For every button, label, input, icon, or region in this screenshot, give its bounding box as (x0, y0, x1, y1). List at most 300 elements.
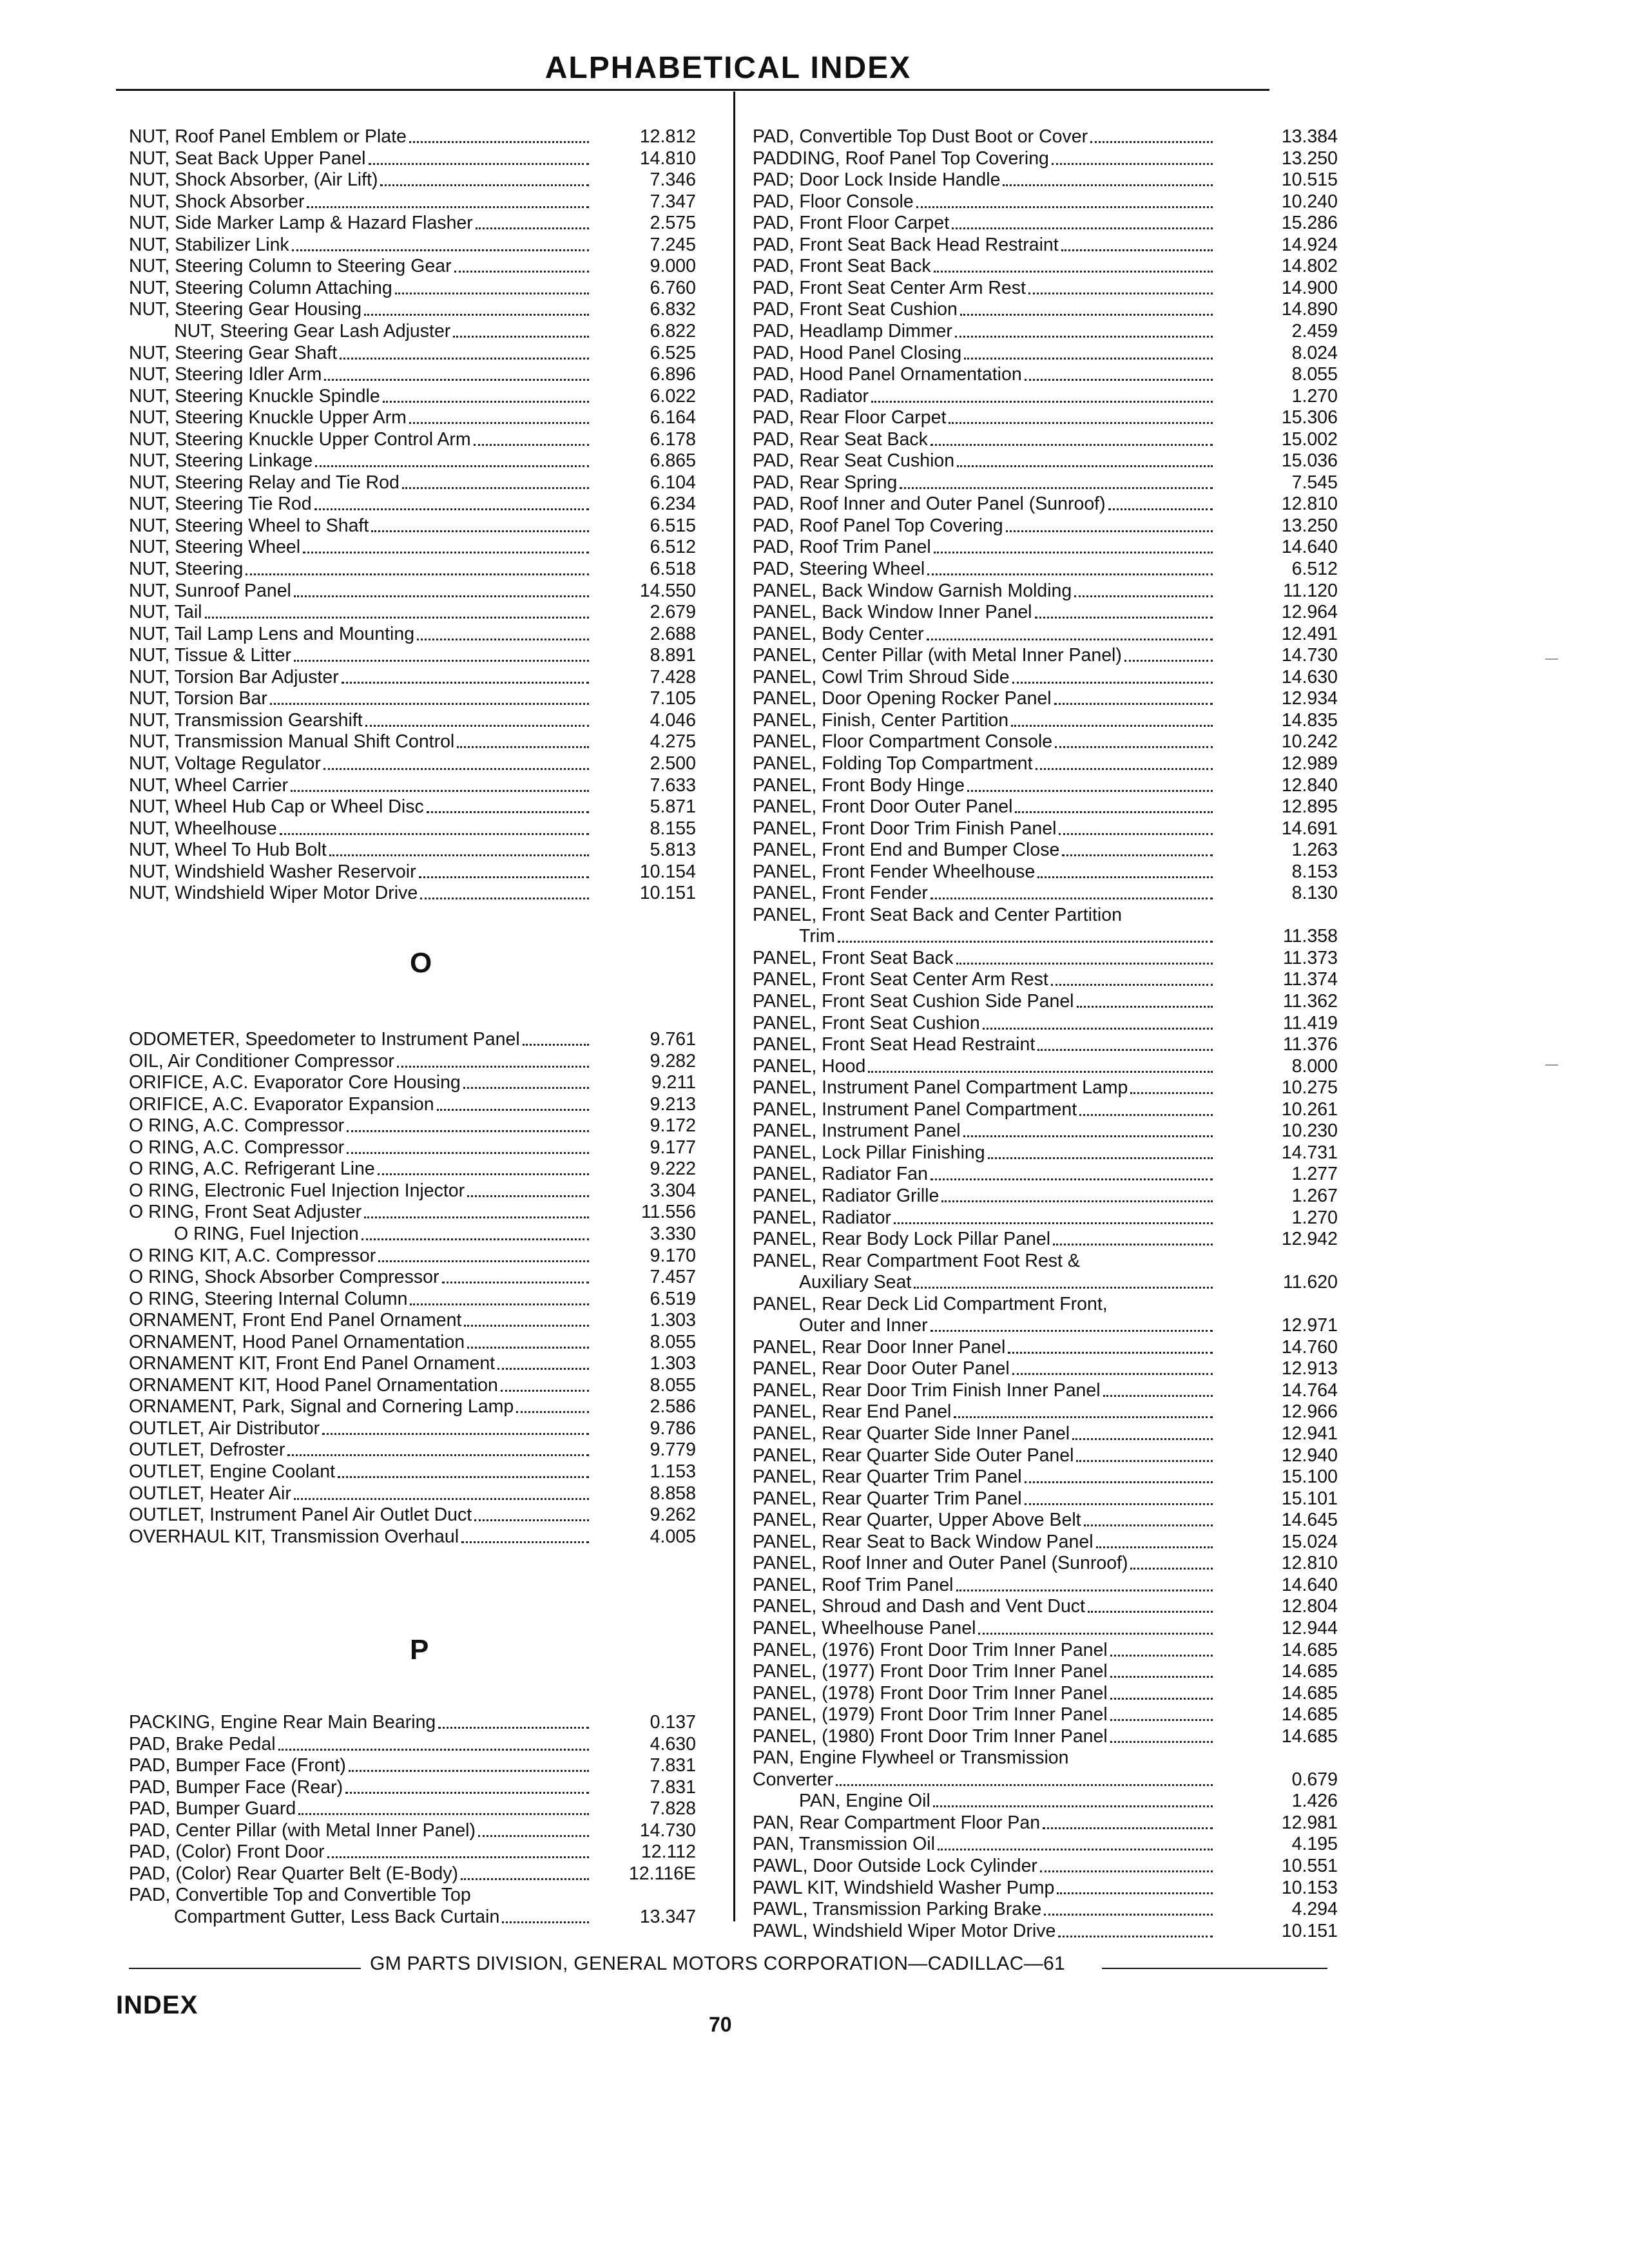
index-entry (753, 601, 1338, 623)
index-entry (129, 1309, 696, 1331)
dot-leader (938, 1849, 1213, 1850)
entry-label: PANEL, Front Door Trim Finish Panel (753, 818, 1057, 839)
dot-leader (457, 746, 589, 748)
entry-label: NUT, Steering Idler Arm (129, 364, 322, 385)
dot-leader (420, 898, 589, 899)
index-entry (753, 1877, 1338, 1899)
entry-page-ref: 1.426 (1291, 1791, 1338, 1812)
index-entry (129, 428, 696, 450)
entry-page-ref: 7.428 (650, 666, 696, 687)
index-entry (753, 796, 1338, 818)
index-entry (129, 1418, 696, 1439)
index-entry (129, 1884, 696, 1906)
title-rule (116, 89, 1269, 91)
entry-label: PANEL, Rear Seat to Back Window Panel (753, 1531, 1094, 1552)
dot-leader (1108, 508, 1213, 510)
dot-leader (978, 1633, 1213, 1635)
dot-leader (438, 1727, 589, 1729)
entry-label: O RING, A.C. Refrigerant Line (129, 1158, 375, 1180)
entry-page-ref: 12.971 (1281, 1315, 1338, 1336)
entry-label: PACKING, Engine Rear Main Bearing (129, 1712, 436, 1733)
index-entry (753, 407, 1338, 428)
dot-leader (364, 1216, 589, 1218)
entry-label: PAD, Hood Panel Closing (753, 342, 962, 363)
index-entry (129, 623, 696, 645)
entry-label: PANEL, Back Window Garnish Molding (753, 580, 1072, 601)
index-entry (129, 407, 696, 428)
entry-page-ref: 7.831 (650, 1776, 696, 1798)
dot-leader (454, 271, 589, 273)
dot-leader (1025, 1481, 1213, 1483)
dot-leader (329, 854, 589, 856)
index-entry (129, 774, 696, 796)
entry-page-ref: 7.633 (650, 774, 696, 796)
entry-label: NUT, Seat Back Upper Panel (129, 148, 366, 169)
entry-label: PAD, Roof Trim Panel (753, 537, 931, 558)
index-entry (753, 968, 1338, 990)
dot-leader (314, 508, 589, 510)
dot-leader (307, 206, 589, 208)
dot-leader (523, 1044, 589, 1046)
index-entry (753, 255, 1338, 277)
entry-label: NUT, Wheel To Hub Bolt (129, 840, 327, 861)
entry-page-ref: 14.640 (1281, 537, 1338, 558)
dot-leader (1054, 703, 1213, 705)
entry-label: NUT, Roof Panel Emblem or Plate (129, 126, 407, 147)
entry-label: ORIFICE, A.C. Evaporator Core Housing (129, 1072, 461, 1093)
entry-page-ref: 14.630 (1281, 666, 1338, 687)
entry-page-ref: 1.270 (1291, 1207, 1338, 1228)
entry-label: PANEL, Front Door Outer Panel (753, 796, 1013, 818)
dot-leader (1059, 833, 1213, 835)
index-entry (129, 1863, 696, 1885)
entry-label: PANEL, Rear Door Inner Panel (753, 1336, 1006, 1358)
index-entry (129, 1137, 696, 1158)
page-title: ALPHABETICAL INDEX (545, 51, 912, 85)
index-entry (129, 1115, 696, 1137)
dot-leader (927, 573, 1213, 575)
entry-label: PANEL, Front Seat Cushion (753, 1012, 980, 1033)
entry-page-ref: 12.116E (628, 1863, 696, 1884)
dot-leader (1006, 530, 1213, 532)
dot-leader (871, 401, 1213, 403)
index-entry (129, 1439, 696, 1461)
entry-label: PANEL, Lock Pillar Finishing (753, 1142, 985, 1163)
dot-leader (497, 1368, 589, 1370)
entry-label: NUT, Side Marker Lamp & Hazard Flasher (129, 213, 473, 234)
index-entry (129, 796, 696, 818)
entry-label: PANEL, Front Body Hinge (753, 774, 965, 796)
index-entry (129, 1331, 696, 1353)
dot-leader (294, 660, 589, 662)
index-entry (753, 1639, 1338, 1661)
entry-label: PANEL, Cowl Trim Shroud Side (753, 666, 1010, 687)
dot-leader (1074, 595, 1213, 597)
entry-label: PAD, (Color) Front Door (129, 1841, 325, 1863)
entry-page-ref: 7.457 (650, 1267, 696, 1288)
index-label: INDEX (116, 1991, 198, 2019)
entry-page-ref: 10.242 (1281, 731, 1338, 753)
dot-leader (502, 1921, 589, 1923)
dot-leader (934, 271, 1213, 273)
dot-leader (1110, 1719, 1213, 1721)
index-entry (753, 536, 1338, 558)
index-entry (129, 255, 696, 277)
dot-leader (474, 1519, 589, 1521)
index-entry (753, 1660, 1338, 1682)
index-entry (129, 839, 696, 861)
dot-leader (963, 1135, 1213, 1137)
index-entry (129, 1733, 696, 1755)
entry-page-ref: 4.046 (650, 709, 696, 731)
entry-label: PANEL, Rear Quarter Trim Panel (753, 1488, 1022, 1509)
dot-leader (303, 552, 589, 553)
dot-leader (1053, 1244, 1213, 1245)
dot-leader (967, 790, 1213, 792)
entry-label: NUT, Steering Column to Steering Gear (129, 256, 452, 277)
index-entry (753, 1812, 1338, 1834)
entry-page-ref: 8.130 (1291, 883, 1338, 904)
section-heading-o: O (410, 947, 432, 979)
entry-label: PANEL, Door Opening Rocker Panel (753, 688, 1052, 709)
entry-page-ref: 10.515 (1281, 169, 1338, 191)
entry-page-ref: 10.261 (1281, 1099, 1338, 1120)
dot-leader (467, 1347, 589, 1349)
entry-page-ref: 14.760 (1281, 1336, 1338, 1358)
index-entry (129, 1028, 696, 1050)
entry-label: PANEL, Radiator Grille (753, 1185, 940, 1206)
entry-label: PANEL, Rear Deck Lid Compartment Front, (753, 1293, 1108, 1314)
entry-page-ref: 10.151 (1281, 1920, 1338, 1941)
entry-page-ref: 10.240 (1281, 191, 1338, 212)
entry-label: NUT, Torsion Bar Adjuster (129, 666, 339, 687)
index-entry (753, 861, 1338, 883)
entry-label: PAD, Front Floor Carpet (753, 213, 950, 234)
index-entry (129, 580, 696, 602)
entry-label: PANEL, Front End and Bumper Close (753, 840, 1060, 861)
dot-leader (1076, 1460, 1213, 1462)
index-entry (129, 1180, 696, 1202)
entry-label: NUT, Steering Linkage (129, 450, 313, 472)
index-entry (129, 731, 696, 753)
entry-label: OUTLET, Engine Coolant (129, 1461, 335, 1482)
index-entry (129, 1050, 696, 1072)
entry-page-ref: 14.645 (1281, 1510, 1338, 1531)
entry-page-ref: 8.153 (1291, 861, 1338, 882)
entry-label: NUT, Tissue & Litter (129, 645, 291, 666)
index-entry (129, 191, 696, 213)
dot-leader (1077, 1006, 1213, 1008)
dot-leader (988, 1157, 1213, 1159)
entry-page-ref: 8.024 (1291, 342, 1338, 363)
entry-page-ref: 13.384 (1281, 126, 1338, 147)
dot-leader (342, 682, 589, 684)
entry-page-ref: 12.940 (1281, 1445, 1338, 1466)
entry-label: PANEL, Rear End Panel (753, 1401, 952, 1423)
entry-label: PANEL, Rear Body Lock Pillar Panel (753, 1229, 1051, 1250)
index-entry (753, 450, 1338, 472)
dot-leader (916, 206, 1213, 208)
entry-page-ref: 11.556 (641, 1202, 696, 1223)
index-entry (753, 320, 1338, 342)
entry-page-ref: 14.835 (1281, 709, 1338, 731)
entry-page-ref: 14.730 (1281, 645, 1338, 666)
index-entry (753, 1488, 1338, 1510)
entry-page-ref: 14.731 (1281, 1142, 1338, 1163)
dot-leader (409, 141, 589, 143)
dot-leader (1036, 768, 1213, 770)
index-entry (753, 493, 1338, 515)
footer-text: GM PARTS DIVISION, GENERAL MOTORS CORPORATION—CADILLAC—61 (370, 1953, 1065, 1974)
entry-page-ref: 2.459 (1291, 320, 1338, 341)
dot-leader (930, 1178, 1213, 1180)
entry-page-ref: 6.512 (650, 537, 696, 558)
entry-label: NUT, Shock Absorber (129, 191, 305, 212)
entry-label: PAD, Bumper Face (Front) (129, 1755, 346, 1776)
index-entry (129, 818, 696, 840)
dot-leader (378, 1173, 589, 1175)
entry-label: NUT, Steering Wheel (129, 537, 301, 558)
entry-label: ORNAMENT KIT, Front End Panel Ornament (129, 1353, 496, 1374)
dot-leader (501, 1390, 589, 1392)
entry-page-ref: 5.813 (650, 840, 696, 861)
entry-page-ref: 15.306 (1281, 407, 1338, 428)
entry-page-ref: 9.211 (651, 1072, 696, 1093)
entry-label: O RING, Shock Absorber Compressor (129, 1267, 439, 1288)
column-divider (733, 91, 735, 1921)
entry-label: PANEL, Rear Quarter Trim Panel (753, 1466, 1022, 1488)
entry-label: PANEL, Instrument Panel (753, 1120, 961, 1142)
index-entry (129, 558, 696, 580)
index-entry (753, 1314, 1338, 1336)
entry-label: NUT, Wheel Hub Cap or Wheel Disc (129, 796, 424, 818)
entry-label: PAD, Convertible Top Dust Boot or Cover (753, 126, 1088, 147)
entry-label: PAD, Convertible Top and Convertible Top (129, 1885, 471, 1906)
entry-label: OIL, Air Conditioner Compressor (129, 1050, 394, 1072)
entry-label: PANEL, Wheelhouse Panel (753, 1617, 976, 1639)
index-entry (129, 1072, 696, 1093)
dot-leader (1084, 1524, 1213, 1526)
dot-leader (349, 1770, 589, 1772)
entry-page-ref: 12.944 (1281, 1617, 1338, 1639)
dot-leader (941, 1200, 1213, 1202)
index-entry (129, 1820, 696, 1841)
entry-page-ref: 2.575 (650, 213, 696, 234)
entry-label: PANEL, Front Fender (753, 883, 928, 904)
dot-leader (467, 1195, 589, 1197)
dot-leader (836, 1784, 1213, 1786)
index-entry (129, 1374, 696, 1396)
dot-leader (955, 336, 1213, 338)
entry-label: PANEL, Rear Door Outer Panel (753, 1358, 1010, 1379)
index-entry (129, 644, 696, 666)
dot-leader (1043, 1827, 1213, 1829)
entry-label: NUT, Wheel Carrier (129, 774, 289, 796)
entry-page-ref: 14.802 (1281, 256, 1338, 277)
entry-page-ref: 11.376 (1282, 1034, 1338, 1055)
entry-page-ref: 8.858 (650, 1483, 696, 1504)
index-entry (129, 320, 696, 342)
entry-label: PANEL, Front Seat Back and Center Partition (753, 904, 1122, 925)
entry-label: PANEL, Folding Top Compartment (753, 753, 1033, 774)
entry-page-ref: 6.164 (650, 407, 696, 428)
entry-label: NUT, Torsion Bar (129, 688, 267, 709)
dot-leader (294, 1498, 589, 1500)
index-entry (753, 623, 1338, 645)
footer-rule-right (1102, 1968, 1327, 1969)
footer-rule-left (129, 1968, 361, 1969)
index-entry (753, 1509, 1338, 1531)
entry-label: NUT, Transmission Gearshift (129, 709, 363, 731)
index-entry (753, 644, 1338, 666)
index-entry (753, 148, 1338, 169)
dot-leader (1124, 660, 1213, 662)
dot-leader (949, 422, 1213, 424)
dot-leader (964, 358, 1213, 360)
index-entry (129, 1461, 696, 1483)
entry-page-ref: 13.347 (639, 1906, 696, 1927)
entry-label: NUT, Steering Knuckle Upper Arm (129, 407, 407, 428)
dot-leader (338, 1476, 589, 1478)
dot-leader (464, 1325, 589, 1327)
index-entry (129, 472, 696, 494)
entry-page-ref: 10.151 (639, 883, 696, 904)
dot-leader (478, 1835, 589, 1837)
dot-leader (1044, 1914, 1213, 1916)
index-entry (129, 385, 696, 407)
dot-leader (1012, 682, 1213, 684)
index-entry (129, 882, 696, 904)
index-entry (753, 472, 1338, 494)
entry-page-ref: 12.895 (1281, 796, 1338, 818)
index-entry (753, 558, 1338, 580)
entry-label: PAD, Bumper Face (Rear) (129, 1776, 343, 1798)
dot-leader (1096, 1546, 1213, 1548)
entry-page-ref: 13.250 (1281, 515, 1338, 536)
index-entry (753, 1445, 1338, 1466)
dot-leader (1079, 1114, 1213, 1116)
dot-leader (476, 227, 589, 229)
entry-label: O RING KIT, A.C. Compressor (129, 1245, 376, 1266)
entry-label: NUT, Steering Wheel to Shaft (129, 515, 369, 536)
index-entry (129, 148, 696, 169)
index-entry (753, 342, 1338, 364)
entry-label: ODOMETER, Speedometer to Instrument Panel (129, 1029, 520, 1050)
entry-label: PAD, Front Seat Back (753, 256, 931, 277)
entry-label: PANEL, Instrument Panel Compartment (753, 1099, 1077, 1120)
entry-label: PAN, Transmission Oil (753, 1834, 935, 1855)
dot-leader (383, 401, 589, 403)
dot-leader (894, 1222, 1213, 1224)
dot-leader (1090, 141, 1213, 143)
entry-label: NUT, Steering (129, 559, 244, 579)
dot-leader (1088, 1611, 1213, 1613)
entry-label: PANEL, Front Seat Back (753, 947, 954, 968)
entry-page-ref: 14.640 (1281, 1574, 1338, 1595)
entry-page-ref: 9.786 (650, 1418, 696, 1439)
entry-page-ref: 7.105 (650, 688, 696, 709)
entry-label: PANEL, Roof Trim Panel (753, 1574, 954, 1595)
dot-leader (983, 1028, 1213, 1030)
index-entry (753, 709, 1338, 731)
dot-leader (1110, 1676, 1213, 1678)
dot-leader (1028, 293, 1213, 294)
entry-page-ref: 7.831 (650, 1755, 696, 1776)
dot-leader (1058, 1936, 1213, 1937)
entry-page-ref: 9.170 (650, 1245, 696, 1266)
entry-page-ref: 12.964 (1281, 602, 1338, 623)
entry-page-ref: 1.277 (1291, 1164, 1338, 1185)
entry-page-ref: 6.518 (650, 559, 696, 579)
entry-page-ref: 12.966 (1281, 1401, 1338, 1423)
entry-page-ref: 12.934 (1281, 688, 1338, 709)
entry-page-ref: 7.245 (650, 234, 696, 255)
entry-page-ref: 14.685 (1281, 1661, 1338, 1682)
entry-label: PAD, Hood Panel Ornamentation (753, 364, 1022, 385)
index-entry (753, 947, 1338, 969)
entry-label: O RING, A.C. Compressor (129, 1115, 345, 1137)
dot-leader (1130, 1568, 1213, 1570)
index-entry (753, 515, 1338, 537)
entry-label: NUT, Steering Knuckle Upper Control Arm (129, 428, 471, 450)
page-number: 70 (709, 2013, 732, 2036)
entry-page-ref: 10.230 (1281, 1120, 1338, 1142)
entry-page-ref: 6.760 (650, 277, 696, 298)
index-entry (753, 1725, 1338, 1747)
index-entry (129, 1266, 696, 1288)
dot-leader (327, 1856, 589, 1858)
dot-leader (1110, 1655, 1213, 1657)
section-heading-p: P (410, 1634, 429, 1666)
entry-label: PAN, Engine Flywheel or Transmission (753, 1747, 1069, 1769)
entry-label: NUT, Windshield Washer Reservoir (129, 861, 416, 882)
entry-page-ref: 15.100 (1281, 1466, 1338, 1488)
entry-page-ref: 14.924 (1281, 234, 1338, 255)
entry-page-ref: 14.900 (1281, 277, 1338, 298)
entry-page-ref: 7.346 (650, 169, 696, 191)
entry-page-ref: 10.275 (1281, 1077, 1338, 1099)
entry-page-ref: 6.865 (650, 450, 696, 472)
dot-leader (364, 314, 589, 316)
dot-leader (1011, 725, 1213, 727)
index-entry (753, 818, 1338, 840)
dot-leader (930, 1330, 1213, 1332)
entry-page-ref: 6.525 (650, 342, 696, 363)
entry-page-ref: 9.172 (650, 1115, 696, 1137)
entry-page-ref: 9.779 (650, 1439, 696, 1461)
dot-leader (516, 1411, 589, 1413)
dot-leader (291, 790, 589, 792)
entry-label: PAD, Brake Pedal (129, 1733, 276, 1754)
dot-leader (1025, 1503, 1213, 1505)
index-entry (129, 601, 696, 623)
index-entry (753, 1466, 1338, 1488)
entry-page-ref: 6.178 (650, 428, 696, 450)
entry-page-ref: 9.282 (650, 1050, 696, 1072)
dot-leader (292, 249, 589, 251)
entry-label: PANEL, (1979) Front Door Trim Inner Panel (753, 1704, 1108, 1725)
dot-leader (371, 530, 589, 532)
index-entry (753, 1033, 1338, 1055)
entry-page-ref: 6.104 (650, 472, 696, 493)
entry-page-ref: 9.000 (650, 256, 696, 277)
index-entry (753, 1747, 1338, 1769)
entry-page-ref: 10.153 (1281, 1877, 1338, 1898)
entry-page-ref: 11.373 (1282, 947, 1338, 968)
index-entry (753, 1855, 1338, 1877)
entry-page-ref: 8.055 (1291, 364, 1338, 385)
index-entry (129, 1201, 696, 1223)
